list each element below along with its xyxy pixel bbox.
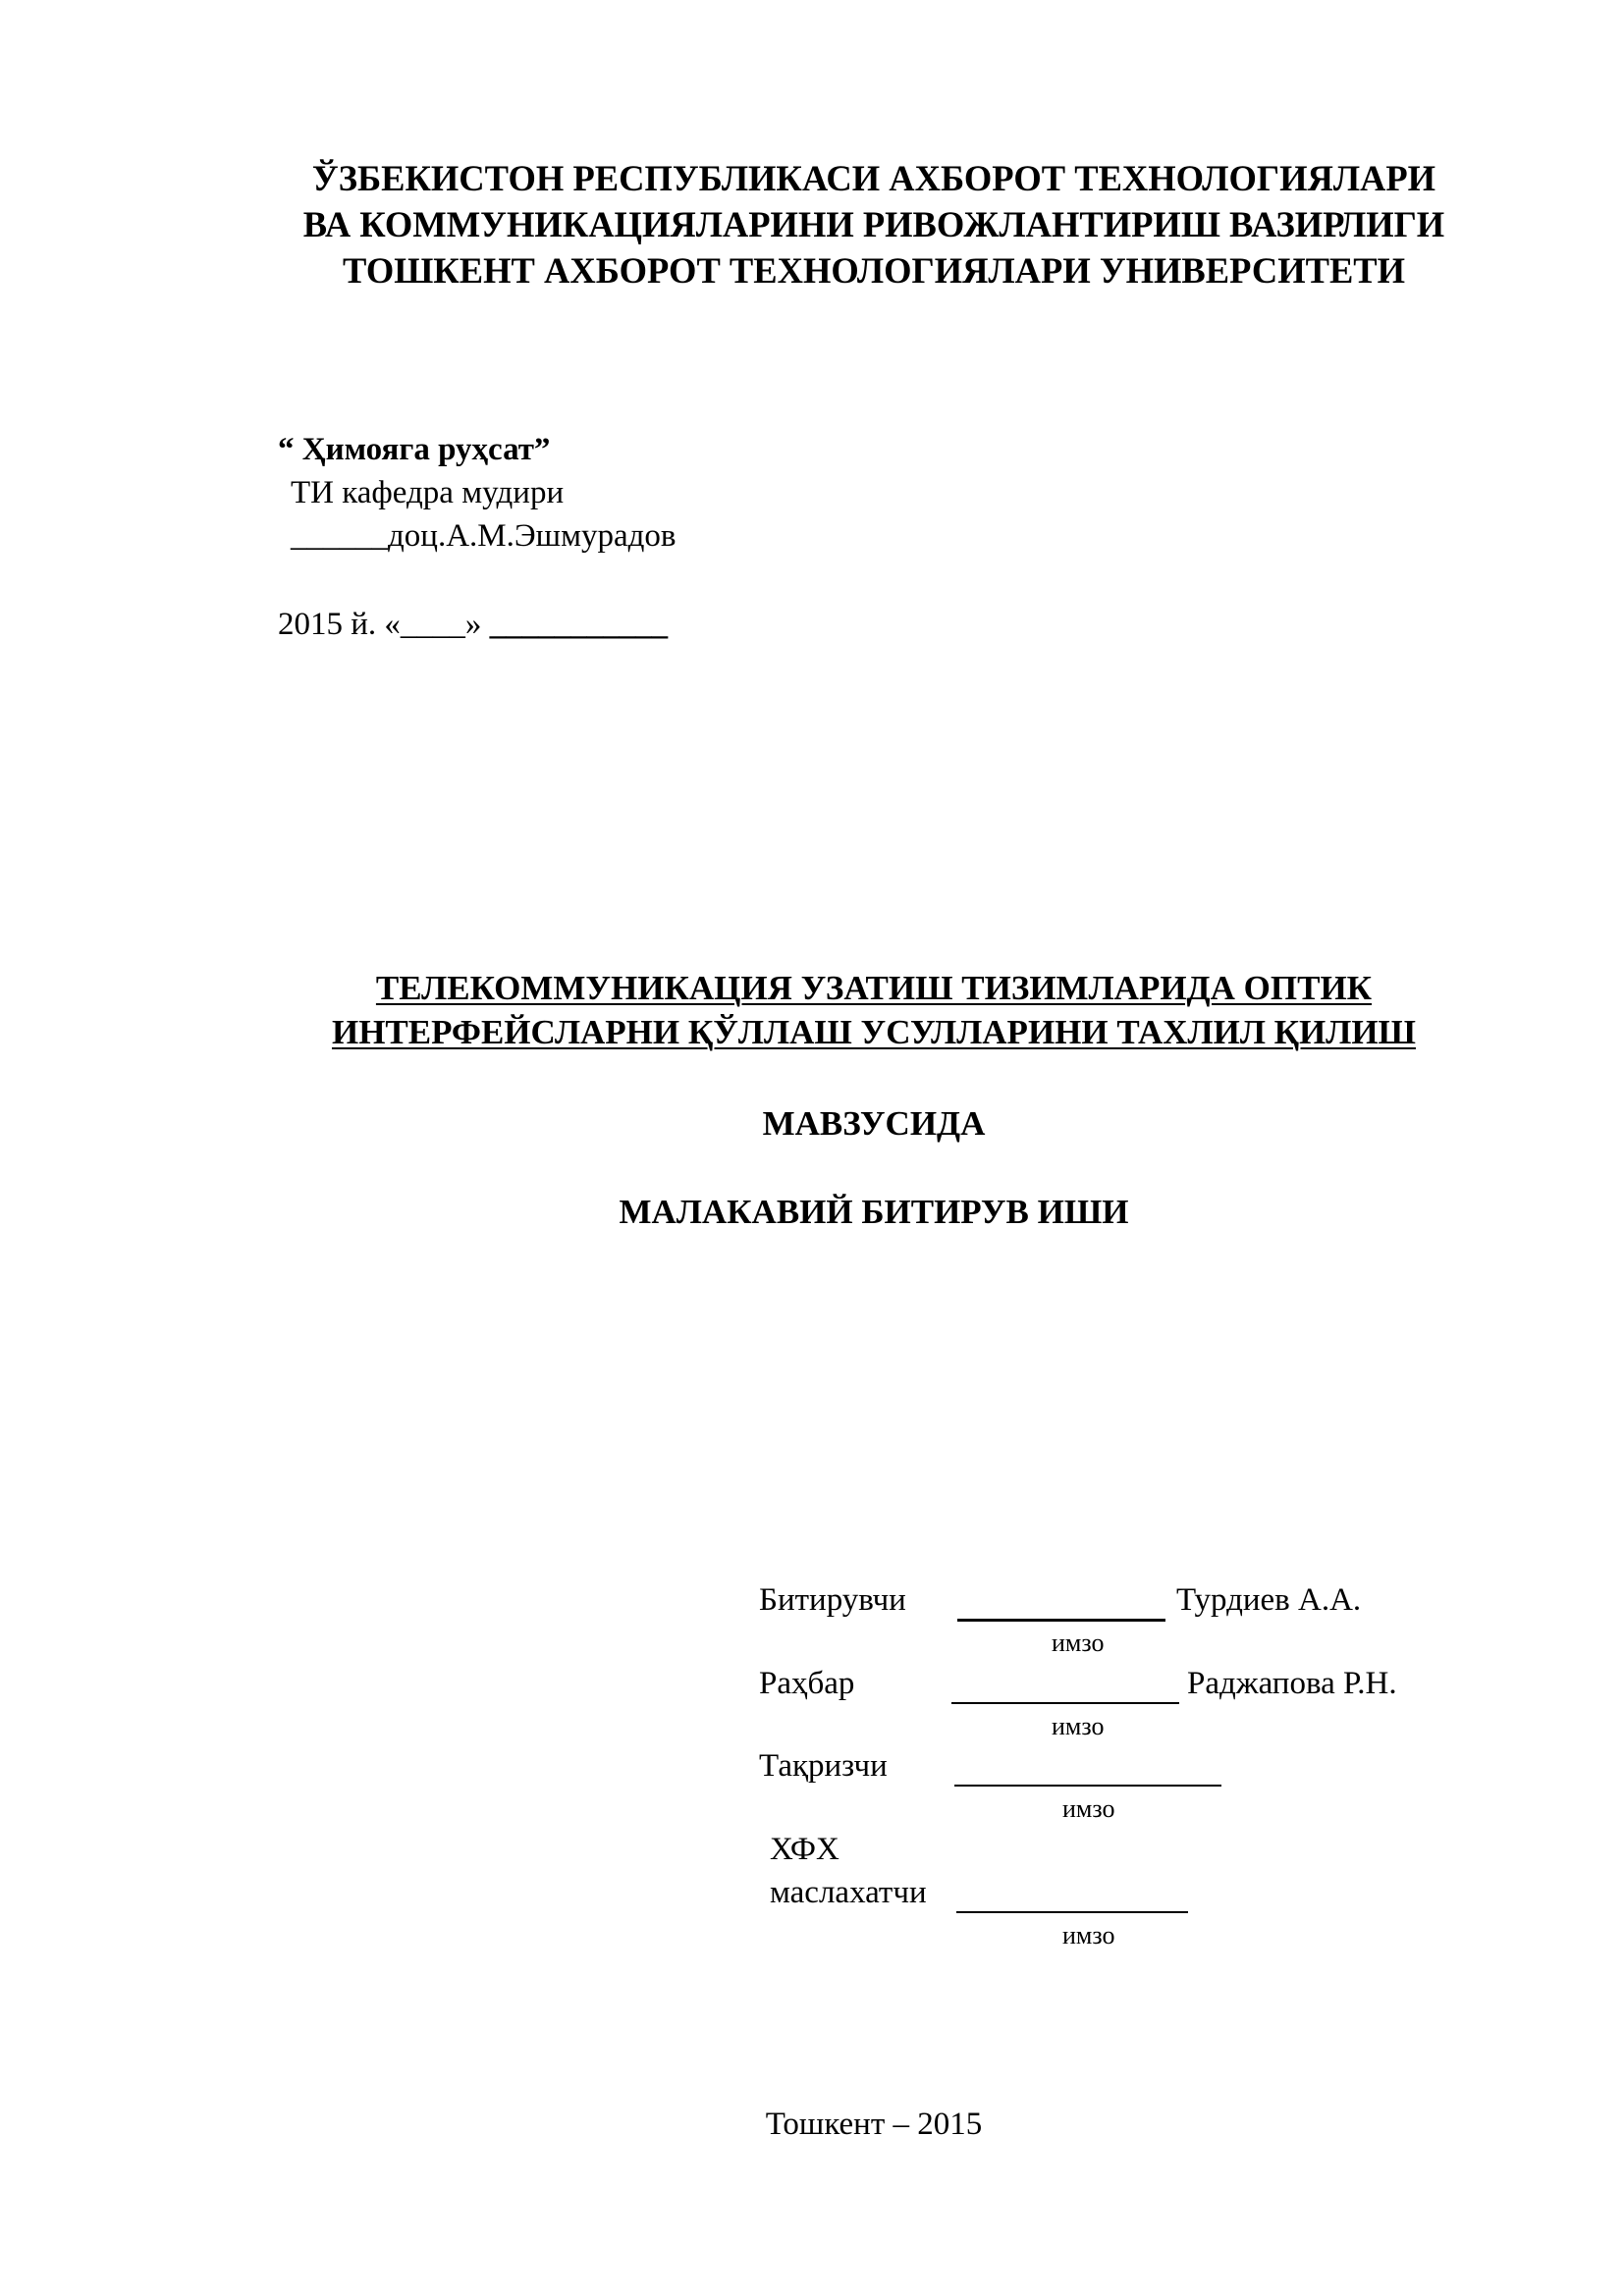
place-and-year: Тошкент – 2015 (765, 2107, 983, 2142)
safety-consultant-signature-line (956, 1909, 1188, 1913)
graduate-name: Турдиев А.А. (1176, 1582, 1362, 1618)
reviewer-signature-line (954, 1783, 1221, 1787)
approval-signatory: ______доц.А.М.Эшмурадов (291, 518, 677, 554)
thesis-title-line-2: ИНТЕРФЕЙСЛАРНИ ҚЎЛЛАШ УСУЛЛАРИНИ ТАХЛИЛ ҚИЛИШ (331, 1013, 1416, 1051)
safety-consultant-signature-caption: имзо (1062, 1921, 1115, 1949)
supervisor-role: Раҳбар (759, 1666, 855, 1701)
approval-date (278, 607, 668, 643)
graduate-role: Битирувчи (759, 1582, 906, 1618)
supervisor-signature-caption: имзо (1052, 1712, 1105, 1740)
safety-consultant-role-line-1: ХФХ (770, 1832, 839, 1867)
approval-date-prefix: 2015 й. «____» (278, 607, 482, 642)
approval-date-blank: ___________ (489, 607, 669, 642)
thesis-title (0, 966, 1624, 1054)
graduate-signature-line (957, 1617, 1165, 1622)
ministry-header (0, 155, 1624, 294)
approval-position: ТИ кафедра мудири (291, 475, 565, 510)
university-name: ТОШКЕНТ АХБОРОТ ТЕХНОЛОГИЯЛАРИ УНИВЕРСИТЕТИ (342, 250, 1406, 291)
graduate-signature-caption: имзо (1052, 1629, 1105, 1657)
supervisor-name: Раджапова Р.Н. (1187, 1666, 1397, 1701)
supervisor-signature-line (951, 1700, 1179, 1704)
reviewer-role: Тақризчи (759, 1748, 888, 1784)
topic-label: МАВЗУСИДА (762, 1104, 986, 1143)
reviewer-signature-caption: имзо (1062, 1794, 1115, 1823)
thesis-title-line-1: ТЕЛЕКОММУНИКАЦИЯ УЗАТИШ ТИЗИМЛАРИДА ОПТИК (375, 969, 1373, 1007)
safety-consultant-role-line-2: маслахатчи (770, 1875, 927, 1910)
approval-title: “ Ҳимояга руҳсат” (278, 432, 551, 467)
ministry-line-2: ВА КОММУНИКАЦИЯЛАРИНИ РИВОЖЛАНТИРИШ ВАЗИРЛИГИ (302, 204, 1445, 244)
work-type: МАЛАКАВИЙ БИТИРУВ ИШИ (619, 1193, 1129, 1231)
ministry-line-1: ЎЗБЕКИСТОН РЕСПУБЛИКАСИ АХБОРОТ ТЕХНОЛОГИЯЛАРИ (311, 158, 1436, 198)
